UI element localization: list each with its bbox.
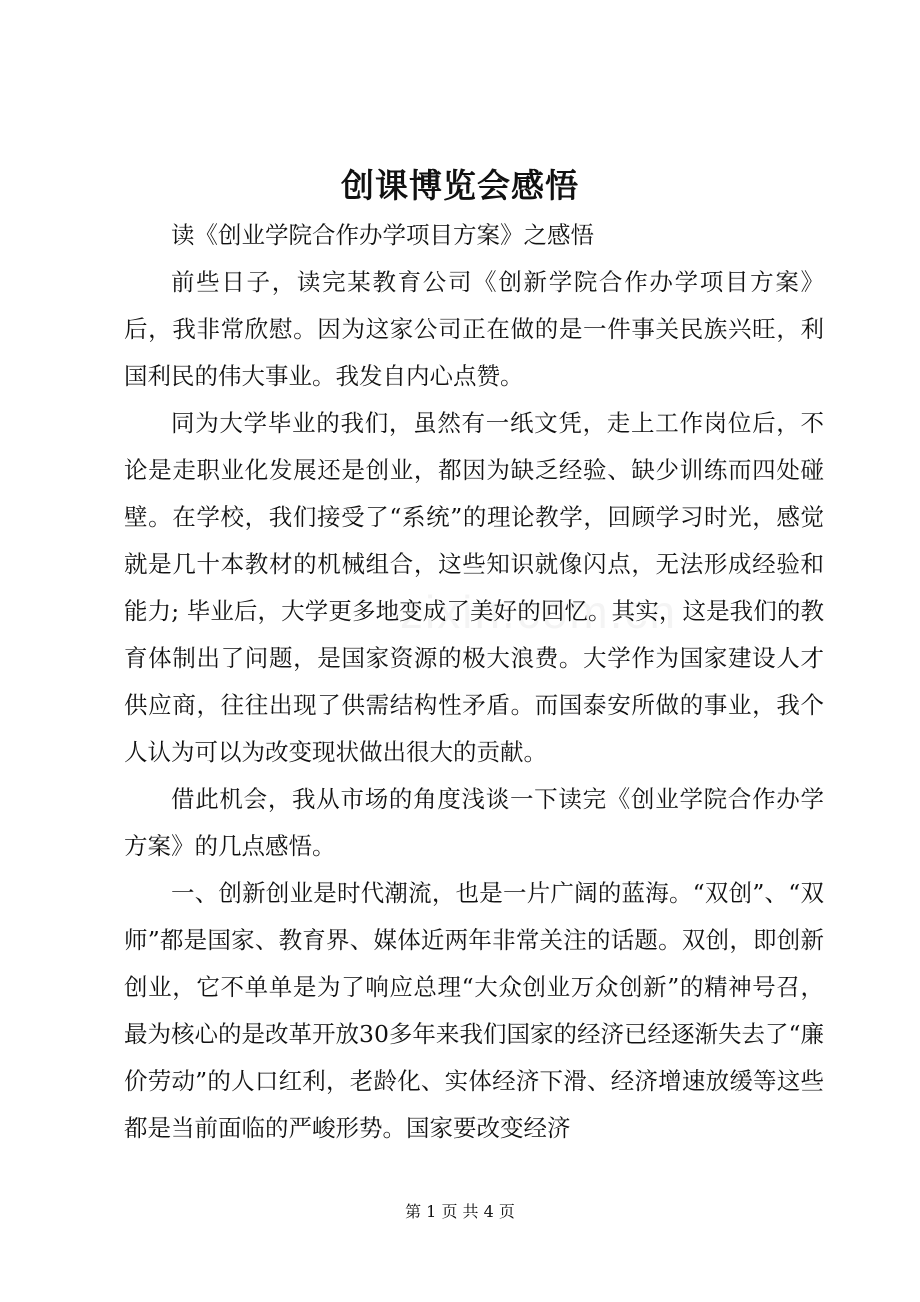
paragraph: 同为大学毕业的我们，虽然有一纸文凭，走上工作岗位后，不论是走职业化发展还是创业，都因为缺乏经验、缺少训练而四处碰壁。在学校，我们接受了“系统”的理论教学，回顾学习时光，感觉就是几十本教材的机械组合，这些知识就像闪点，无法形成经验和能力; 毕业后，大学更多地变成了美好的回忆。其实，这是我们的教育体制出了问题，是国家资源的极大浪费。大学作为国家建设人才供应商，往往出现了供需结构性矛盾。而国泰安所做的事业，我个人认为可以为改变现状做出很大的贡献。 xyxy=(124,409,824,766)
document-body xyxy=(124,212,824,1152)
paragraph: 前些日子，读完某教育公司《创新学院合作办学项目方案》后，我非常欣慰。因为这家公司正在做的是一件事关民族兴旺，利国利民的伟大事业。我发自内心点赞。 xyxy=(124,268,824,390)
paragraph: 借此机会，我从市场的角度浅谈一下读完《创业学院合作办学方案》的几点感悟。 xyxy=(124,785,824,860)
paragraph: 一、创新创业是时代潮流，也是一片广阔的蓝海。“双创”、“双师”都是国家、教育界、媒体近两年非常关注的话题。双创，即创新创业，它不单单是为了响应总理“大众创业万众创新”的精神号召，最为核心的是改革开放30多年来我们国家的经济已经逐渐失去了“廉价劳动”的人口红利，老龄化、实体经济下滑、经济增速放缓等这些都是当前面临的严峻形势。国家要改变经济 xyxy=(124,879,824,1142)
paragraph-subtitle: 读《创业学院合作办学项目方案》之感悟 xyxy=(171,221,594,249)
page-title: 创课博览会感悟 xyxy=(341,166,579,205)
page-footer: 第 1 页 共 4 页 xyxy=(405,1202,515,1221)
